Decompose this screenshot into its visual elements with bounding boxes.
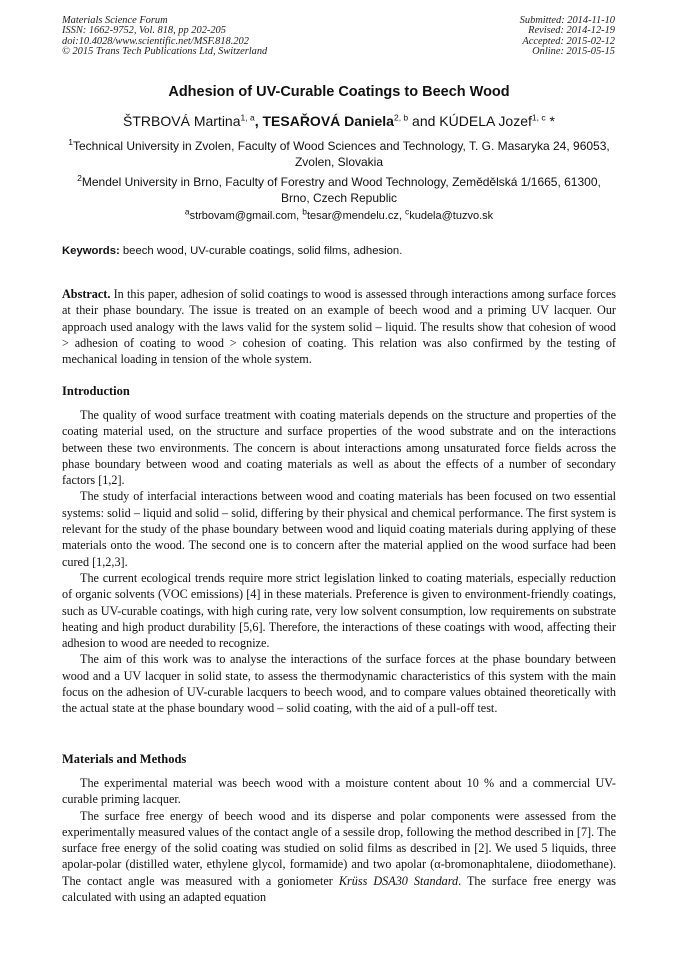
date-revised: Revised: 2014-12-19 bbox=[528, 25, 615, 37]
email-a-mark: a bbox=[184, 206, 190, 217]
author-1-affiliation: 1, a bbox=[240, 112, 255, 123]
abstract bbox=[62, 286, 616, 367]
corresponding-author-mark: * bbox=[545, 113, 555, 129]
journal-issn: ISSN: 1662-9752, Vol. 818, pp 202-205 bbox=[62, 25, 226, 37]
email-b-mark: b bbox=[302, 206, 307, 217]
keywords-label: Keywords: bbox=[62, 245, 120, 257]
affiliation-2-number: 2 bbox=[77, 173, 82, 183]
paragraph-text: . The surface free energy was calculated with using an adapted equation bbox=[62, 873, 616, 905]
section-heading-materials-methods: Materials and Methods bbox=[62, 752, 187, 766]
paragraph: The current ecological trends require more strict legislation linked to coating materials, especially reduction of organic solvents (VOC emissions) [4] in these materials. Preference is given to environment-friendly coatings, such as UV-curable coatings, with high curing rate, very low solvent consumption, low requirements on substrate heating and high product durability [5,6]. Therefore, the interactions of these coatings with wood, affecting their adhesion to wood are needed to recognize. bbox=[62, 570, 616, 651]
paragraph: The aim of this work was to analyse the interactions of the surface forces at the phase boundary between wood and a UV lacquer in solid state, to assess the thermodynamic characteristics of this system with the main focus on the adhesion of UV-curable lacquers to beech wood, and to compare values obtained theoretically with the actual state at the phase boundary wood – solid coating, with the aid of a pull-off test. bbox=[62, 652, 616, 716]
affiliation-1 bbox=[62, 139, 616, 170]
journal-copyright: © 2015 Trans Tech Publications Ltd, Switzerland bbox=[62, 45, 268, 57]
date-submitted: Submitted: 2014-11-10 bbox=[519, 15, 615, 26]
paragraph: The quality of wood surface treatment with coating materials depends on the structure and properties of the coating material used, on the structure and surface properties of the wood substrate and on the interactions between these two environments. The concern is about interactions among unsaturated force fields across the phase boundary between wood and coating materials as well as about the effects of a number of secondary factors [1,2]. bbox=[62, 408, 616, 488]
email-c[interactable]: kudela@tuzvo.sk bbox=[409, 210, 494, 222]
journal-info bbox=[62, 16, 267, 57]
paper-title: Adhesion of UV-Curable Coatings to Beech Wood bbox=[168, 84, 510, 100]
date-accepted: Accepted: 2015-02-12 bbox=[522, 35, 615, 47]
keywords bbox=[62, 245, 616, 257]
paragraph-text: The surface free energy of beech wood and its disperse and polar components were assessed from the experimentally measured values of the contact angle of a sessile drop, following the method described in [7]. The surface free energy of the solid coating was studied on solid films as described in [2]. We used 5 liquids, three apolar-polar (distilled water, ethylene glycol, formamide) and two apolar (α-bromonaphtalene, diiodomethane). The contact angle was measured with a goniometer bbox=[62, 808, 616, 888]
author-2: , TESAŘOVÁ Daniela bbox=[254, 113, 394, 129]
email-a[interactable]: strbovam@gmail.com, bbox=[189, 210, 303, 222]
affiliation-2-text: Mendel University in Brno, Faculty of Forestry and Wood Technology, Zemědělská 1/1665, 61300, Brno, Czech Republic bbox=[81, 175, 601, 205]
author-2-affiliation: 2, b bbox=[393, 112, 409, 123]
journal-name: Materials Science Forum bbox=[62, 15, 168, 26]
abstract-text: In this paper, adhesion of solid coatings to wood is assessed through interactions among surface forces at their phase boundary. The issue is treated on an example of beech wood and a priming UV lacquer. Our approach used analogy with the laws valid for the system solid – liquid. The results show that cohesion of wood > adhesion of coating to wood > cohesion of coating. This relation was also confirmed by the testing of mechanical loading in tension of the whole system. bbox=[62, 287, 616, 367]
instrument-name: Krüss DSA30 Standard bbox=[338, 873, 459, 888]
publication-dates bbox=[520, 16, 615, 57]
affiliation-1-text: Technical University in Zvolen, Faculty of Wood Sciences and Technology, T. G. Masaryka 24, 96053, Zvolen, Slovakia bbox=[73, 139, 610, 169]
author-3: and KÚDELA Jozef bbox=[408, 113, 532, 129]
materials-methods-body bbox=[62, 775, 616, 905]
email-b[interactable]: tesar@mendelu.cz, bbox=[306, 210, 405, 222]
paragraph bbox=[62, 808, 616, 906]
date-online: Online: 2015-05-15 bbox=[532, 45, 615, 57]
paragraph: The experimental material was beech wood with a moisture content about 10 % and a commercial UV-curable priming lacquer. bbox=[62, 776, 616, 807]
author-emails bbox=[0, 206, 678, 222]
affiliation-2 bbox=[62, 175, 616, 206]
affiliation-1-number: 1 bbox=[68, 137, 73, 147]
introduction-body bbox=[62, 407, 616, 717]
author-list bbox=[0, 113, 678, 129]
author-1: ŠTRBOVÁ Martina bbox=[123, 113, 241, 129]
journal-doi[interactable]: doi:10.4028/www.scientific.net/MSF.818.202 bbox=[62, 35, 249, 47]
email-c-mark: c bbox=[404, 206, 410, 217]
section-heading-introduction: Introduction bbox=[62, 384, 130, 398]
author-3-affiliation: 1, c bbox=[531, 112, 546, 123]
keywords-text: beech wood, UV-curable coatings, solid films, adhesion. bbox=[119, 245, 403, 257]
abstract-label: Abstract. bbox=[62, 287, 111, 301]
paragraph: The study of interfacial interactions between wood and coating materials has been focused on two essential systems: solid – liquid and solid – solid, differing by their physical and chemical performance. The first system is relevant for the study of the phase boundary between wood and liquid coating materials during applying of these materials onto the wood. The second one is to concern after the material applied on the wood surface had been cured [1,2,3]. bbox=[62, 489, 616, 569]
